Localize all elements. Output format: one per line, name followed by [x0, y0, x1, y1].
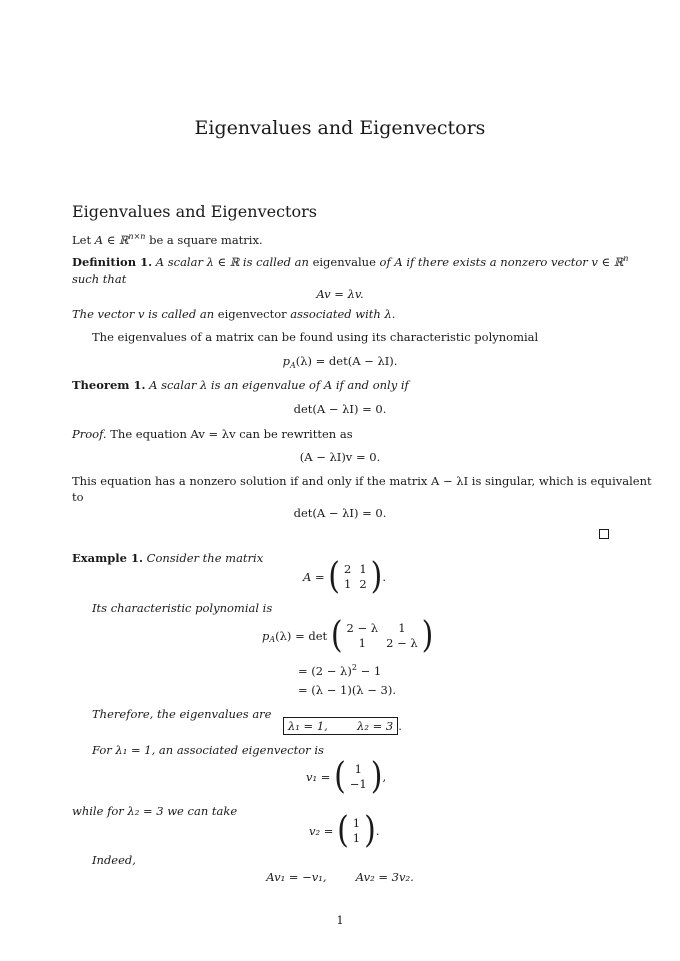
vector-cell: 1	[352, 831, 361, 845]
indeed-text: Indeed,	[92, 853, 136, 867]
v1-lhs: v₁ =	[306, 770, 331, 784]
definition-line-1	[72, 255, 628, 269]
definition-text-3a: The vector v is called an	[72, 307, 218, 321]
right-paren: )	[364, 809, 376, 852]
v1-equation	[306, 755, 387, 798]
matrix-A-lhs: A =	[303, 570, 325, 584]
definition-text-c: of A if there exists a nonzero vector v ∈ ℝ	[375, 255, 624, 269]
right-paren: )	[421, 614, 434, 657]
matrix-cell: 2	[343, 562, 352, 576]
vector-cell: −1	[349, 777, 367, 791]
cp-det: (λ) = det	[275, 629, 328, 643]
matrix-cell: 2 − λ	[386, 636, 418, 650]
proof-label: Proof.	[72, 427, 107, 441]
eigenvalues-box: λ₁ = 1, λ₂ = 3	[283, 717, 398, 735]
left-paren: (	[334, 755, 346, 798]
matrix-cell: 1	[359, 562, 367, 576]
matrix-A-dot: .	[382, 570, 387, 584]
v2-dot: .	[375, 824, 380, 838]
charpoly-rest: (λ) = det(A − λI).	[295, 354, 398, 368]
example-line	[72, 551, 263, 565]
definition-line-2: such that	[72, 272, 127, 286]
matrix-cell: 1	[358, 636, 366, 650]
v2-intro: while for λ₂ = 3 we can take	[72, 804, 238, 818]
final-equation: Av₁ = −v₁, Av₂ = 3v₂.	[266, 870, 414, 884]
eigenvalues-line	[283, 719, 402, 733]
vector-cell: 1	[352, 816, 361, 830]
proof-line-2: This equation has a nonzero solution if and only if the matrix A − λI is singular, which is equivalent	[72, 474, 652, 488]
proof-line-1	[72, 427, 353, 441]
theorem-label: Theorem 1.	[72, 378, 146, 392]
matrix-A-equation	[303, 555, 387, 598]
charpoly-p: p	[282, 354, 290, 368]
vector-v1	[346, 762, 371, 792]
charpoly-intro: Its characteristic polynomial is	[92, 601, 273, 615]
v2-equation	[309, 809, 380, 852]
left-paren: (	[337, 809, 349, 852]
charpoly-det-equation	[262, 614, 434, 657]
charpoly-step-3: = (λ − 1)(λ − 3).	[298, 683, 396, 697]
matrix-cell: 2	[359, 577, 367, 591]
cp2-sup: 2	[351, 663, 357, 672]
matrix-A-minus-lambda	[343, 621, 422, 651]
proof-text: The equation Av = λv can be rewritten as	[106, 427, 353, 441]
proof-equation-1: (A − λI)v = 0.	[299, 450, 381, 464]
v1-intro: For λ₁ = 1, an associated eigenvector is	[92, 743, 324, 757]
intro-text-a: Let	[72, 233, 95, 247]
proof-line-3: to	[72, 490, 84, 504]
matrix-cell: 1	[398, 621, 406, 635]
cp2-a: = (2 − λ)	[298, 664, 352, 678]
v1-comma: ,	[382, 770, 387, 784]
matrix-cell: 1	[343, 577, 352, 591]
definition-text-a: A scalar λ ∈ ℝ is called an	[155, 255, 313, 269]
definition-line-3	[72, 307, 395, 321]
eigenvalues-dot: .	[398, 719, 402, 733]
example-text: Consider the matrix	[146, 551, 264, 565]
charpoly-step-2	[298, 664, 381, 678]
charpoly-sub: A	[289, 361, 296, 370]
intro-math: A ∈ ℝ	[94, 233, 129, 247]
qed-square-icon	[599, 529, 609, 539]
cp-p: p	[262, 629, 270, 643]
left-paren: (	[328, 555, 340, 598]
page-number: 1	[336, 913, 344, 927]
v2-lhs: v₂ =	[309, 824, 334, 838]
intro-sup: n×n	[128, 232, 146, 241]
cp2-b: − 1	[356, 664, 382, 678]
theorem-line	[72, 378, 409, 392]
matrix-A	[340, 562, 371, 592]
theorem-text: A scalar λ is an eigenvalue of A if and only if	[149, 378, 409, 392]
intro-text-c: be a square matrix.	[145, 233, 263, 247]
intro-line	[72, 233, 263, 247]
section-heading: Eigenvalues and Eigenvectors	[72, 202, 317, 221]
definition-term-eigenvector: eigenvector	[217, 307, 287, 321]
charpoly-equation	[0, 354, 680, 368]
definition-sup: n	[623, 254, 629, 263]
vector-cell: 1	[354, 762, 362, 776]
definition-label: Definition 1.	[72, 255, 153, 269]
proof-equation-2: det(A − λI) = 0.	[293, 506, 387, 520]
left-paren: (	[330, 614, 343, 657]
charpoly-text: The eigenvalues of a matrix can be found using its characteristic polynomial	[92, 330, 539, 344]
eigenvalues-intro: Therefore, the eigenvalues are	[92, 707, 272, 721]
right-paren: )	[370, 555, 383, 598]
cp-sub: A	[269, 634, 276, 644]
definition-text-3c: associated with λ.	[286, 307, 396, 321]
vector-v2	[349, 816, 364, 846]
right-paren: )	[370, 755, 383, 798]
theorem-equation: det(A − λI) = 0.	[293, 402, 387, 416]
matrix-cell: 2 − λ	[346, 621, 379, 635]
example-label: Example 1.	[72, 551, 143, 565]
definition-equation: Av = λv.	[316, 287, 364, 301]
definition-term-eigenvalue: eigenvalue	[312, 255, 376, 269]
document-title: Eigenvalues and Eigenvectors	[194, 117, 486, 139]
